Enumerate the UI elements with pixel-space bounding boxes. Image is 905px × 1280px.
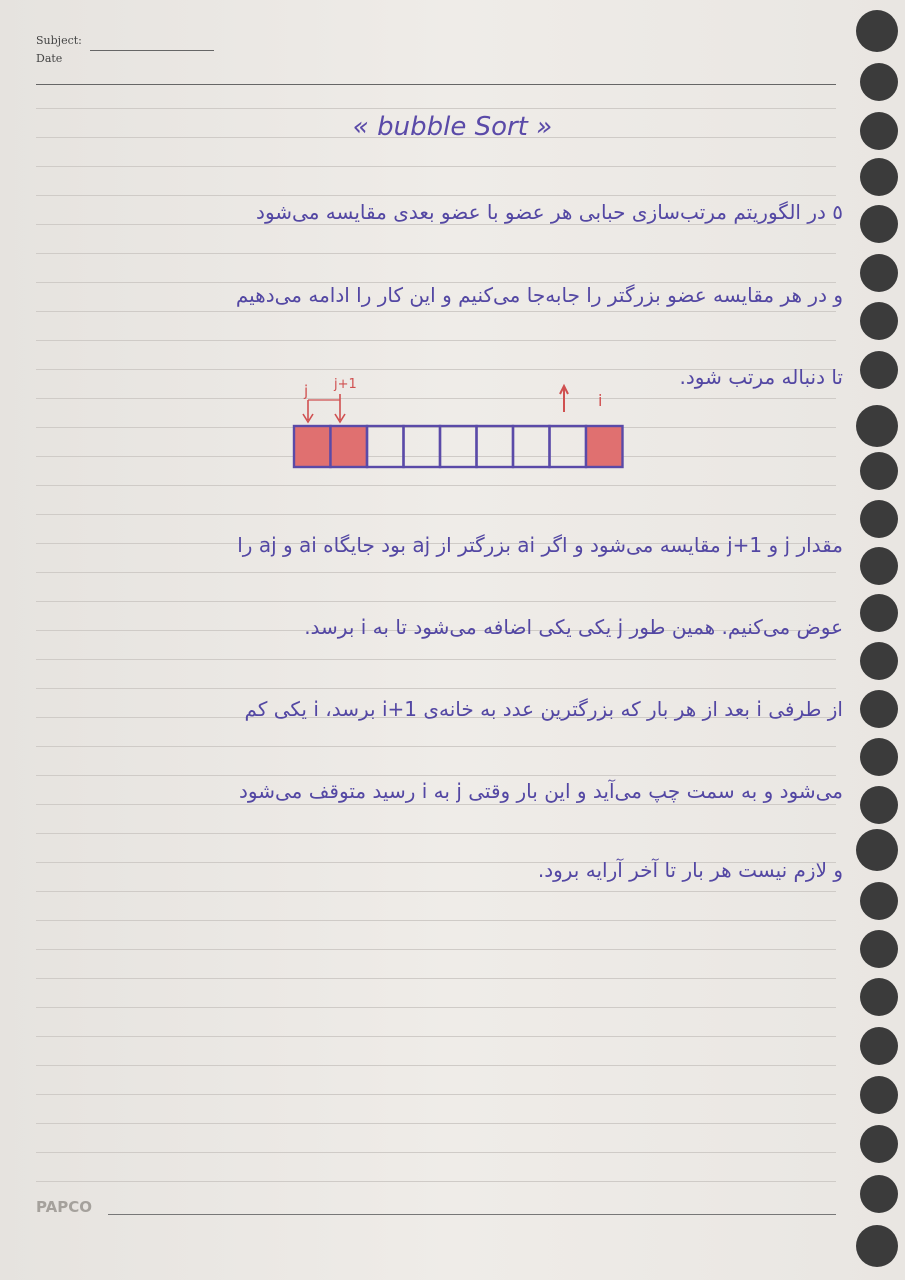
array-cells <box>294 426 623 467</box>
text-line-1: ٥ در الگوریتم مرتب‌سازی حبابی هر عضو با عضو بعدی مقایسه می‌شود <box>256 200 843 224</box>
text-line-8: و لازم نیست هر بار تا آخر آرایه برود. <box>537 858 843 882</box>
text-line-3: تا دنباله مرتب شود. <box>679 365 843 389</box>
subject-line <box>90 50 214 51</box>
pointer-i-arrow <box>560 386 568 412</box>
array-cell-8 <box>550 426 587 467</box>
subject-label: Subject: <box>36 34 82 47</box>
label-i: i <box>598 391 603 410</box>
date-label: Date <box>36 52 63 65</box>
text-line-4: مقدار j و j+1 مقایسه می‌شود و اگر ai بزرگتر از aj بود جایگاه ai و aj را <box>237 533 843 557</box>
text-line-2: و در هر مقایسه عضو بزرگتر را جابه‌جا می‌کنیم و این کار را ادامه می‌دهیم <box>235 283 843 307</box>
text-line-5: عوض می‌کنیم. همین طور j یکی یکی اضافه می‌شود تا به i برسد. <box>304 615 843 639</box>
brand-logo: PAPCO <box>36 1198 92 1216</box>
array-cell-6 <box>477 426 514 467</box>
array-diagram <box>280 372 640 476</box>
array-cell-3 <box>367 426 404 467</box>
array-cell-2 <box>331 426 368 467</box>
pointer-j-arrow <box>303 400 313 422</box>
label-j1: j+1 <box>334 377 357 392</box>
array-cell-7 <box>513 426 550 467</box>
text-line-7: می‌شود و به سمت چپ می‌آید و این بار وقتی j به i رسید متوقف می‌شود <box>238 779 843 803</box>
header-divider <box>36 84 836 85</box>
label-j: j <box>304 382 309 400</box>
array-cell-9 <box>586 426 623 467</box>
array-cell-5 <box>440 426 477 467</box>
page-title: « bubble Sort » <box>352 112 553 142</box>
text-line-6: از طرفی i بعد از هر بار که بزرگترین عدد به خانه‌ی i+1 برسد، i یکی کم <box>244 697 843 721</box>
array-cell-1 <box>294 426 331 467</box>
array-cell-4 <box>404 426 441 467</box>
footer-line <box>108 1214 836 1215</box>
pointer-j1-arrow <box>335 394 345 422</box>
